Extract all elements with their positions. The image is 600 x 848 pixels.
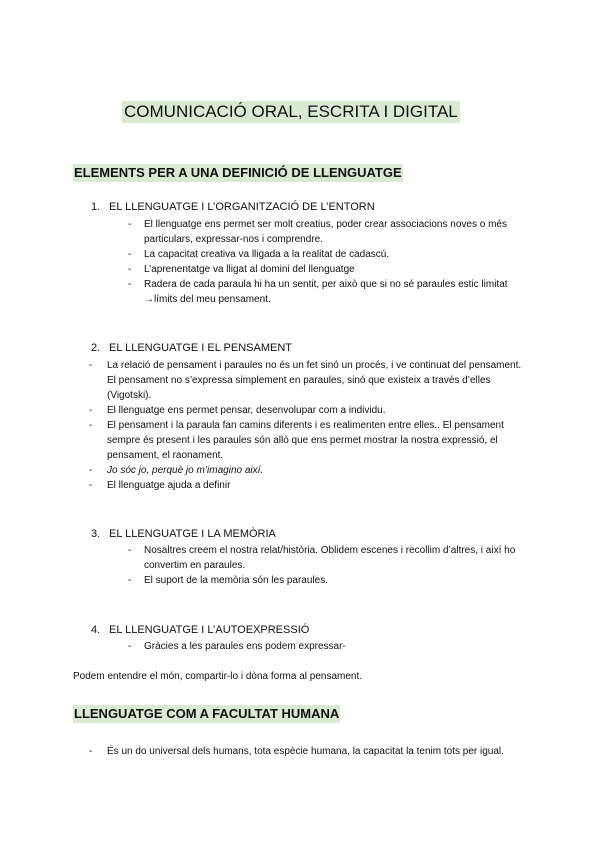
item-2-title: EL LLENGUATGE I EL PENSAMENT	[109, 342, 292, 354]
item-1-heading	[91, 200, 375, 215]
item-4-number: 4.	[91, 624, 101, 636]
list-item: - El llenguatge ens permet ser molt creatius, poder crear associacions noves o més particulars, expressar-nos i comprendre.	[128, 219, 507, 245]
item-2-number: 2.	[91, 342, 101, 354]
list-item: - Nosaltres creem el nostra relat/història. Oblidem escenes i recollim d’altres, i així ho convertim en paraules.	[128, 545, 516, 571]
list-item: - El pensament i la paraula fan camins diferents i es realimenten entre elles.. El pensament sempre és present i les paraules són allò que ens permet mostrar la nostra expressió, el pensament, el raonament.	[89, 420, 504, 461]
list-item: - Jo sóc jo, perquè jo m’imagino així.	[89, 465, 264, 476]
list-item: - Gràcies a les paraules ens podem expressar-	[128, 641, 346, 652]
list-item: - És un do universal dels humans, tota espècie humana, la capacitat la tenim tots per igual.	[89, 746, 504, 757]
list-item: - Radera de cada paraula hi ha un sentit, per això que si no sé paraules estic limitat →límits del meu pensament.	[128, 279, 508, 305]
item-1-number: 1.	[91, 201, 101, 213]
item-2-heading	[91, 341, 292, 356]
item-4-heading	[91, 623, 309, 638]
document-title: COMUNICACIÓ ORAL, ESCRITA I DIGITAL	[124, 102, 458, 121]
list-item: - La relació de pensament i paraules no és un fet sinó un procés, i ve continuat del pensament. El pensament no s’expressa simplement en paraules, sinó que existeix a través d’elles (Vigotski).	[89, 360, 522, 401]
list-item: - El suport de la memòria són les paraules.	[128, 575, 328, 586]
item-4-title: EL LLENGUATGE I L’AUTOEXPRESSIÓ	[109, 624, 310, 636]
item-3-heading	[91, 527, 276, 542]
list-item: - L’aprenentatge va lligat al domini del llenguatge	[128, 264, 355, 275]
section-heading-elements: ELEMENTS PER A UNA DEFINICIÓ DE LLENGUATGE	[74, 165, 402, 180]
section-heading-facultat: LLENGUATGE COM A FACULTAT HUMANA	[74, 706, 340, 721]
item-3-number: 3.	[91, 528, 101, 540]
summary-paragraph: Podem entendre el món, compartir-lo i dòna forma al pensament.	[73, 671, 363, 682]
list-item: - La capacitat creativa va lligada a la realitat de cadascú.	[128, 249, 390, 260]
item-1-title: EL LLENGUATGE I L’ORGANITZACIÓ DE L’ENTORN	[109, 201, 375, 213]
item-3-title: EL LLENGUATGE I LA MEMÒRIA	[109, 528, 276, 540]
list-item: - El llenguatge ajuda a definir	[89, 480, 231, 491]
list-item: - El llenguatge ens permet pensar, desenvolupar com a individu.	[89, 405, 386, 416]
